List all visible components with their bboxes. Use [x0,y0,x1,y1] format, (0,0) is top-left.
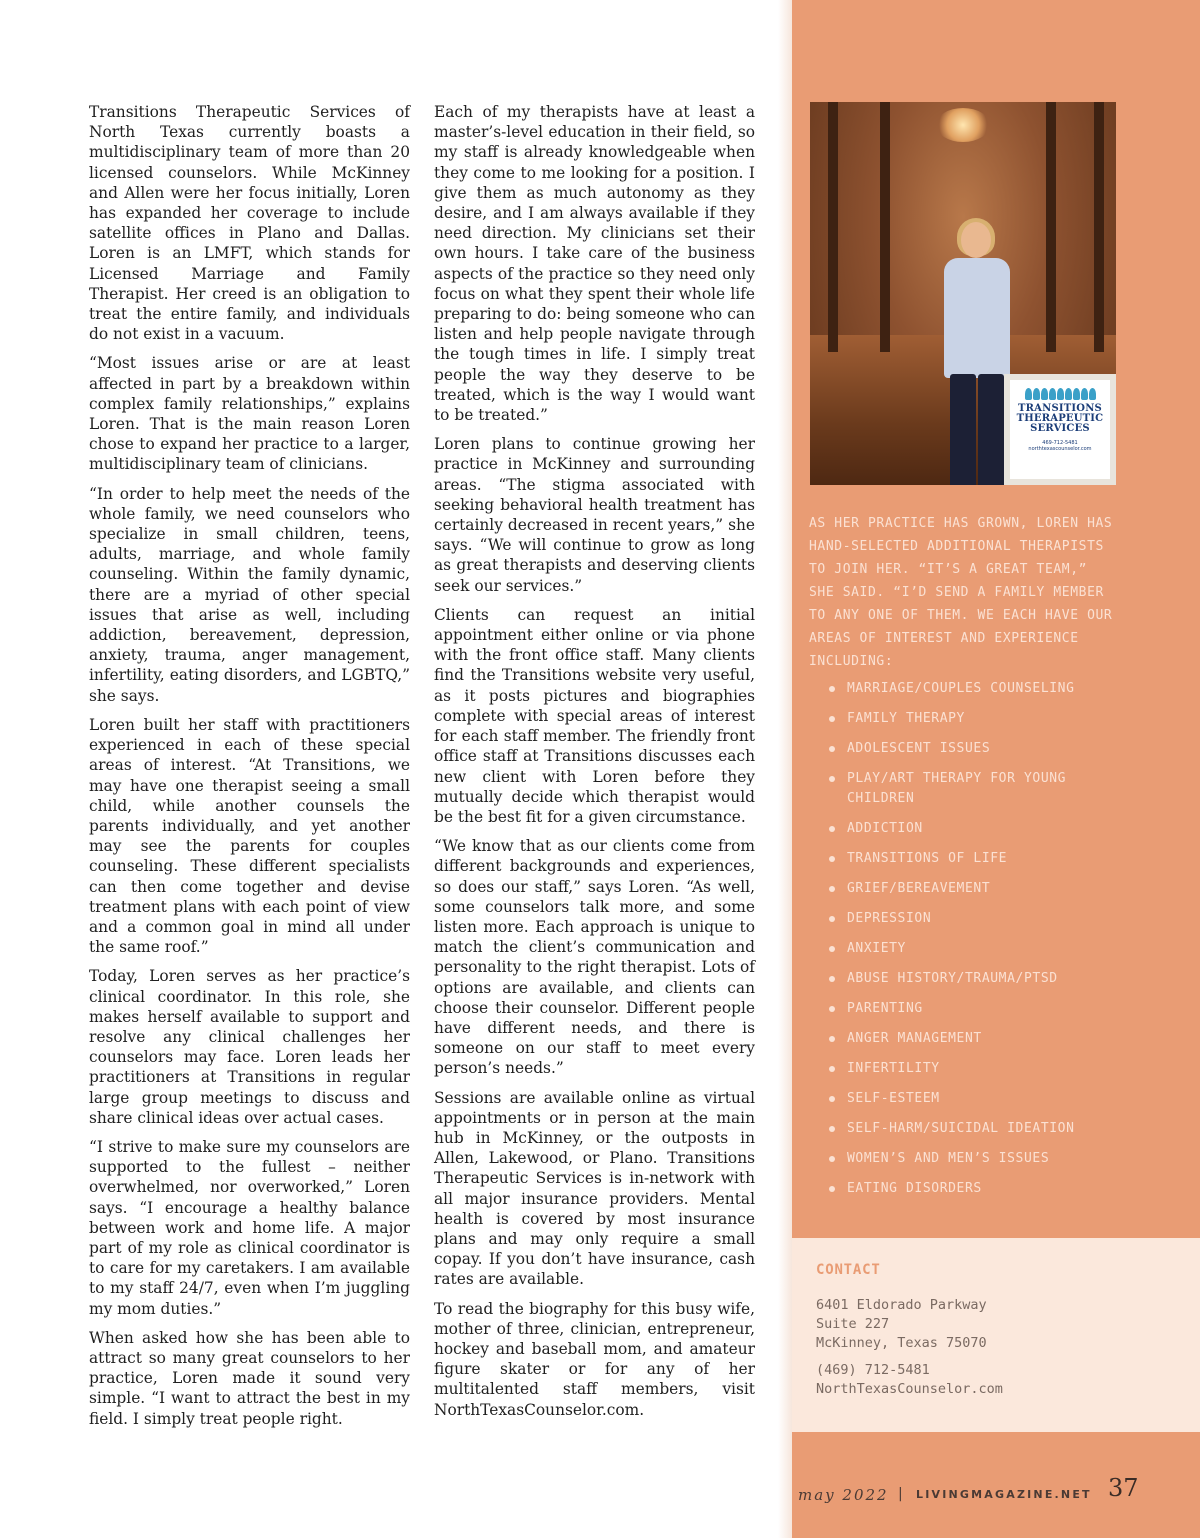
person-head [961,222,991,258]
list-item: DEPRESSION [829,909,1119,929]
footer-issue-date: may 2022 [798,1486,889,1504]
list-item: PLAY/ART THERAPY FOR YOUNG CHILDREN [829,769,1119,809]
article-paragraph: “I strive to make sure my counselors are supported to the fullest – neither overwhelmed, nor overworked,” Loren says. “I encourage a healthy balance between work and home life. A major part of my role as clinical coordinator is to care for my caretakers. I am available to my staff 24/7, even when I’m juggling my mom duties.” [89,1137,410,1318]
person-shirt [944,258,1010,378]
bullet-icon [829,916,835,922]
bullet-icon [829,746,835,752]
bullet-icon [829,1126,835,1132]
article-paragraph: To read the biography for this busy wife, mother of three, clinician, entrepreneur, hockey and baseball mom, and amateur figure skater or for any of her multitalented staff members, visit NorthTexasCounselor.com. [434,1299,755,1419]
article-paragraph: Each of my therapists have at least a master’s-level education in their field, so my staff is already knowledgeable when they come to me looking for a position. I give them as much autonomy as they desire, and I am always available if they need direction. My clinicians set their own hours. I take care of the business aspects of the practice so they need only focus on what they spent their whole life preparing to do: being someone who can listen and help people navigate through the tough times in life. I simply treat people the way they deserve to be treated, which is the way I would want to be treated.” [434,103,755,425]
footer-website-link[interactable]: LIVINGMAGAZINE.NET [916,1488,1092,1501]
list-item: MARRIAGE/COUPLES COUNSELING [829,679,1119,699]
person-leg [978,374,1004,485]
portrait-photo [810,102,1116,485]
list-item: SELF-ESTEEM [829,1089,1119,1109]
interests-list [829,679,1119,1209]
list-item: PARENTING [829,999,1119,1019]
bullet-icon [829,1066,835,1072]
logo-text: TRANSITIONS [1018,403,1102,414]
article-paragraph: When asked how she has been able to attract so many great counselors to her practice, Loren made it sound very simple. “I want to attract the best in my field. I simply treat people right. [89,1328,410,1428]
address-line: Suite 227 [816,1316,890,1332]
bullet-icon [829,976,835,982]
page-number: 37 [1108,1474,1139,1502]
list-item: WOMEN’S AND MEN’S ISSUES [829,1149,1119,1169]
logo-phone: 469-712-5481 [1042,440,1078,446]
contact-heading: CONTACT [816,1262,881,1278]
article-column-2 [434,102,755,1429]
list-item: SELF-HARM/SUICIDAL IDEATION [829,1119,1119,1139]
article-paragraph: Loren plans to continue growing her practice in McKinney and surrounding areas. “The stigma associated with seeking behavioral health treatment has certainly decreased in recent years,” she says. “We will continue to grow as long as great therapists and deserving clients seek our services.” [434,435,755,595]
person-leg [950,374,976,485]
address-line: McKinney, Texas 75070 [816,1335,987,1351]
logo-text: SERVICES [1030,423,1090,434]
logo-website: northtexascounselor.com [1028,446,1092,452]
bullet-icon [829,946,835,952]
article-paragraph: “In order to help meet the needs of the whole family, we need counselors who specialize in small children, teens, adults, marriage, and whole family counseling. Within the family dynamic, there are a myriad of other special issues that arise as well, including addiction, bereavement, depression, anxiety, trauma, anger management, infertility, eating disorders, and LGBTQ,” she says. [89,484,410,705]
bullet-icon [829,776,835,782]
article-paragraph: “Most issues arise or are at least affected in part by a breakdown within complex family relationships,” explains Loren. That is the main reason Loren chose to expand her practice to a larger, multidisciplinary team of clinicians. [89,354,410,474]
logo-frame [1004,374,1116,485]
article-paragraph: Loren built her staff with practitioners experienced in each of these special areas of interest. “At Transitions, we may have one therapist seeing a small child, while another counsels the parents individually, and yet another may see the parents for couples counseling. These different specialists can then come together and devise treatment plans with each point of view and a common goal in mind all under the same roof.” [89,715,410,957]
article-column-1 [89,102,410,1438]
bullet-icon [829,826,835,832]
contact-website-link[interactable]: NorthTexasCounselor.com [816,1381,1003,1397]
bullet-icon [829,886,835,892]
address-line: 6401 Eldorado Parkway [816,1297,987,1313]
bullet-icon [829,1096,835,1102]
photo-pillar [1094,102,1104,352]
list-item: INFERTILITY [829,1059,1119,1079]
photo-pillar [828,102,838,352]
footer-separator: | [898,1486,903,1502]
logo-text: THERAPEUTIC [1016,413,1104,424]
bullet-icon [829,1006,835,1012]
footer-band-background [792,1432,1200,1538]
article-paragraph: Today, Loren serves as her practice’s clinical coordinator. In this role, she makes herself available to support and resolve any clinical challenges her counselors may face. Loren leads her practitioners at Transitions in regular large group meetings to discuss and share clinical ideas over actual cases. [89,967,410,1127]
chandelier-light [936,108,990,142]
list-item: ADDICTION [829,819,1119,839]
bullet-icon [829,716,835,722]
bullet-icon [829,856,835,862]
contact-address [816,1296,987,1353]
bullet-icon [829,1156,835,1162]
list-item: EATING DISORDERS [829,1179,1119,1199]
bullet-icon [829,686,835,692]
contact-details [816,1361,1003,1399]
article-paragraph: Sessions are available online as virtual appointments or in person at the main hub in McKinney, or the outposts in Allen, Lakewood, or Plano. Transitions Therapeutic Services is in-network with all major insurance providers. Mental health is covered by most insurance plans and may only require a small copay. If you don’t have insurance, cash rates are available. [434,1088,755,1289]
list-item: FAMILY THERAPY [829,709,1119,729]
people-icon [1025,388,1096,400]
list-item: ABUSE HISTORY/TRAUMA/PTSD [829,969,1119,989]
list-item: TRANSITIONS OF LIFE [829,849,1119,869]
bullet-icon [829,1186,835,1192]
photo-pillar [1046,102,1056,352]
pull-quote: AS HER PRACTICE HAS GROWN, LOREN HAS HAND-SELECTED ADDITIONAL THERAPISTS TO JOIN HER. “IT’S A GREAT TEAM,” SHE SAID. “I’D SEND A FAMILY MEMBER TO ANY ONE OF THEM. WE EACH HAVE OUR AREAS OF INTEREST AND EXPERIENCE INCLUDING: [809,516,1113,669]
article-paragraph: “We know that as our clients come from different backgrounds and experiences, so does our staff,” says Loren. “As well, some counselors talk more, and some listen more. Each approach is unique to match the client’s communication and personality to the right therapist. Lots of options are available, and clients can choose their counselor. Different people have different needs, and there is someone on our staff to meet every person’s needs.” [434,837,755,1078]
list-item: GRIEF/BEREAVEMENT [829,879,1119,899]
photo-pillar [880,102,890,352]
contact-phone: (469) 712-5481 [816,1362,930,1378]
list-item: ANXIETY [829,939,1119,959]
article-paragraph: Transitions Therapeutic Services of North Texas currently boasts a multidisciplinary team of more than 20 licensed counselors. While McKinney and Allen were her focus initially, Loren has expanded her coverage to include satellite offices in Plano and Dallas. Loren is an LMFT, which stands for Licensed Marriage and Family Therapist. Her creed is an obligation to treat the entire family, and individuals do not exist in a vacuum. [89,103,410,344]
bullet-icon [829,1036,835,1042]
page-edge-gradient [778,0,792,1538]
article-paragraph: Clients can request an initial appointment either online or via phone with the front office staff. Many clients find the Transitions website very useful, as it posts pictures and biographies complete with special areas of interest for each staff member. The friendly front office staff at Transitions discusses each new client with Loren before they mutually decide which therapist would be the best fit for a given circumstance. [434,605,755,826]
list-item: ADOLESCENT ISSUES [829,739,1119,759]
transitions-logo [1010,380,1110,479]
list-item: ANGER MANAGEMENT [829,1029,1119,1049]
